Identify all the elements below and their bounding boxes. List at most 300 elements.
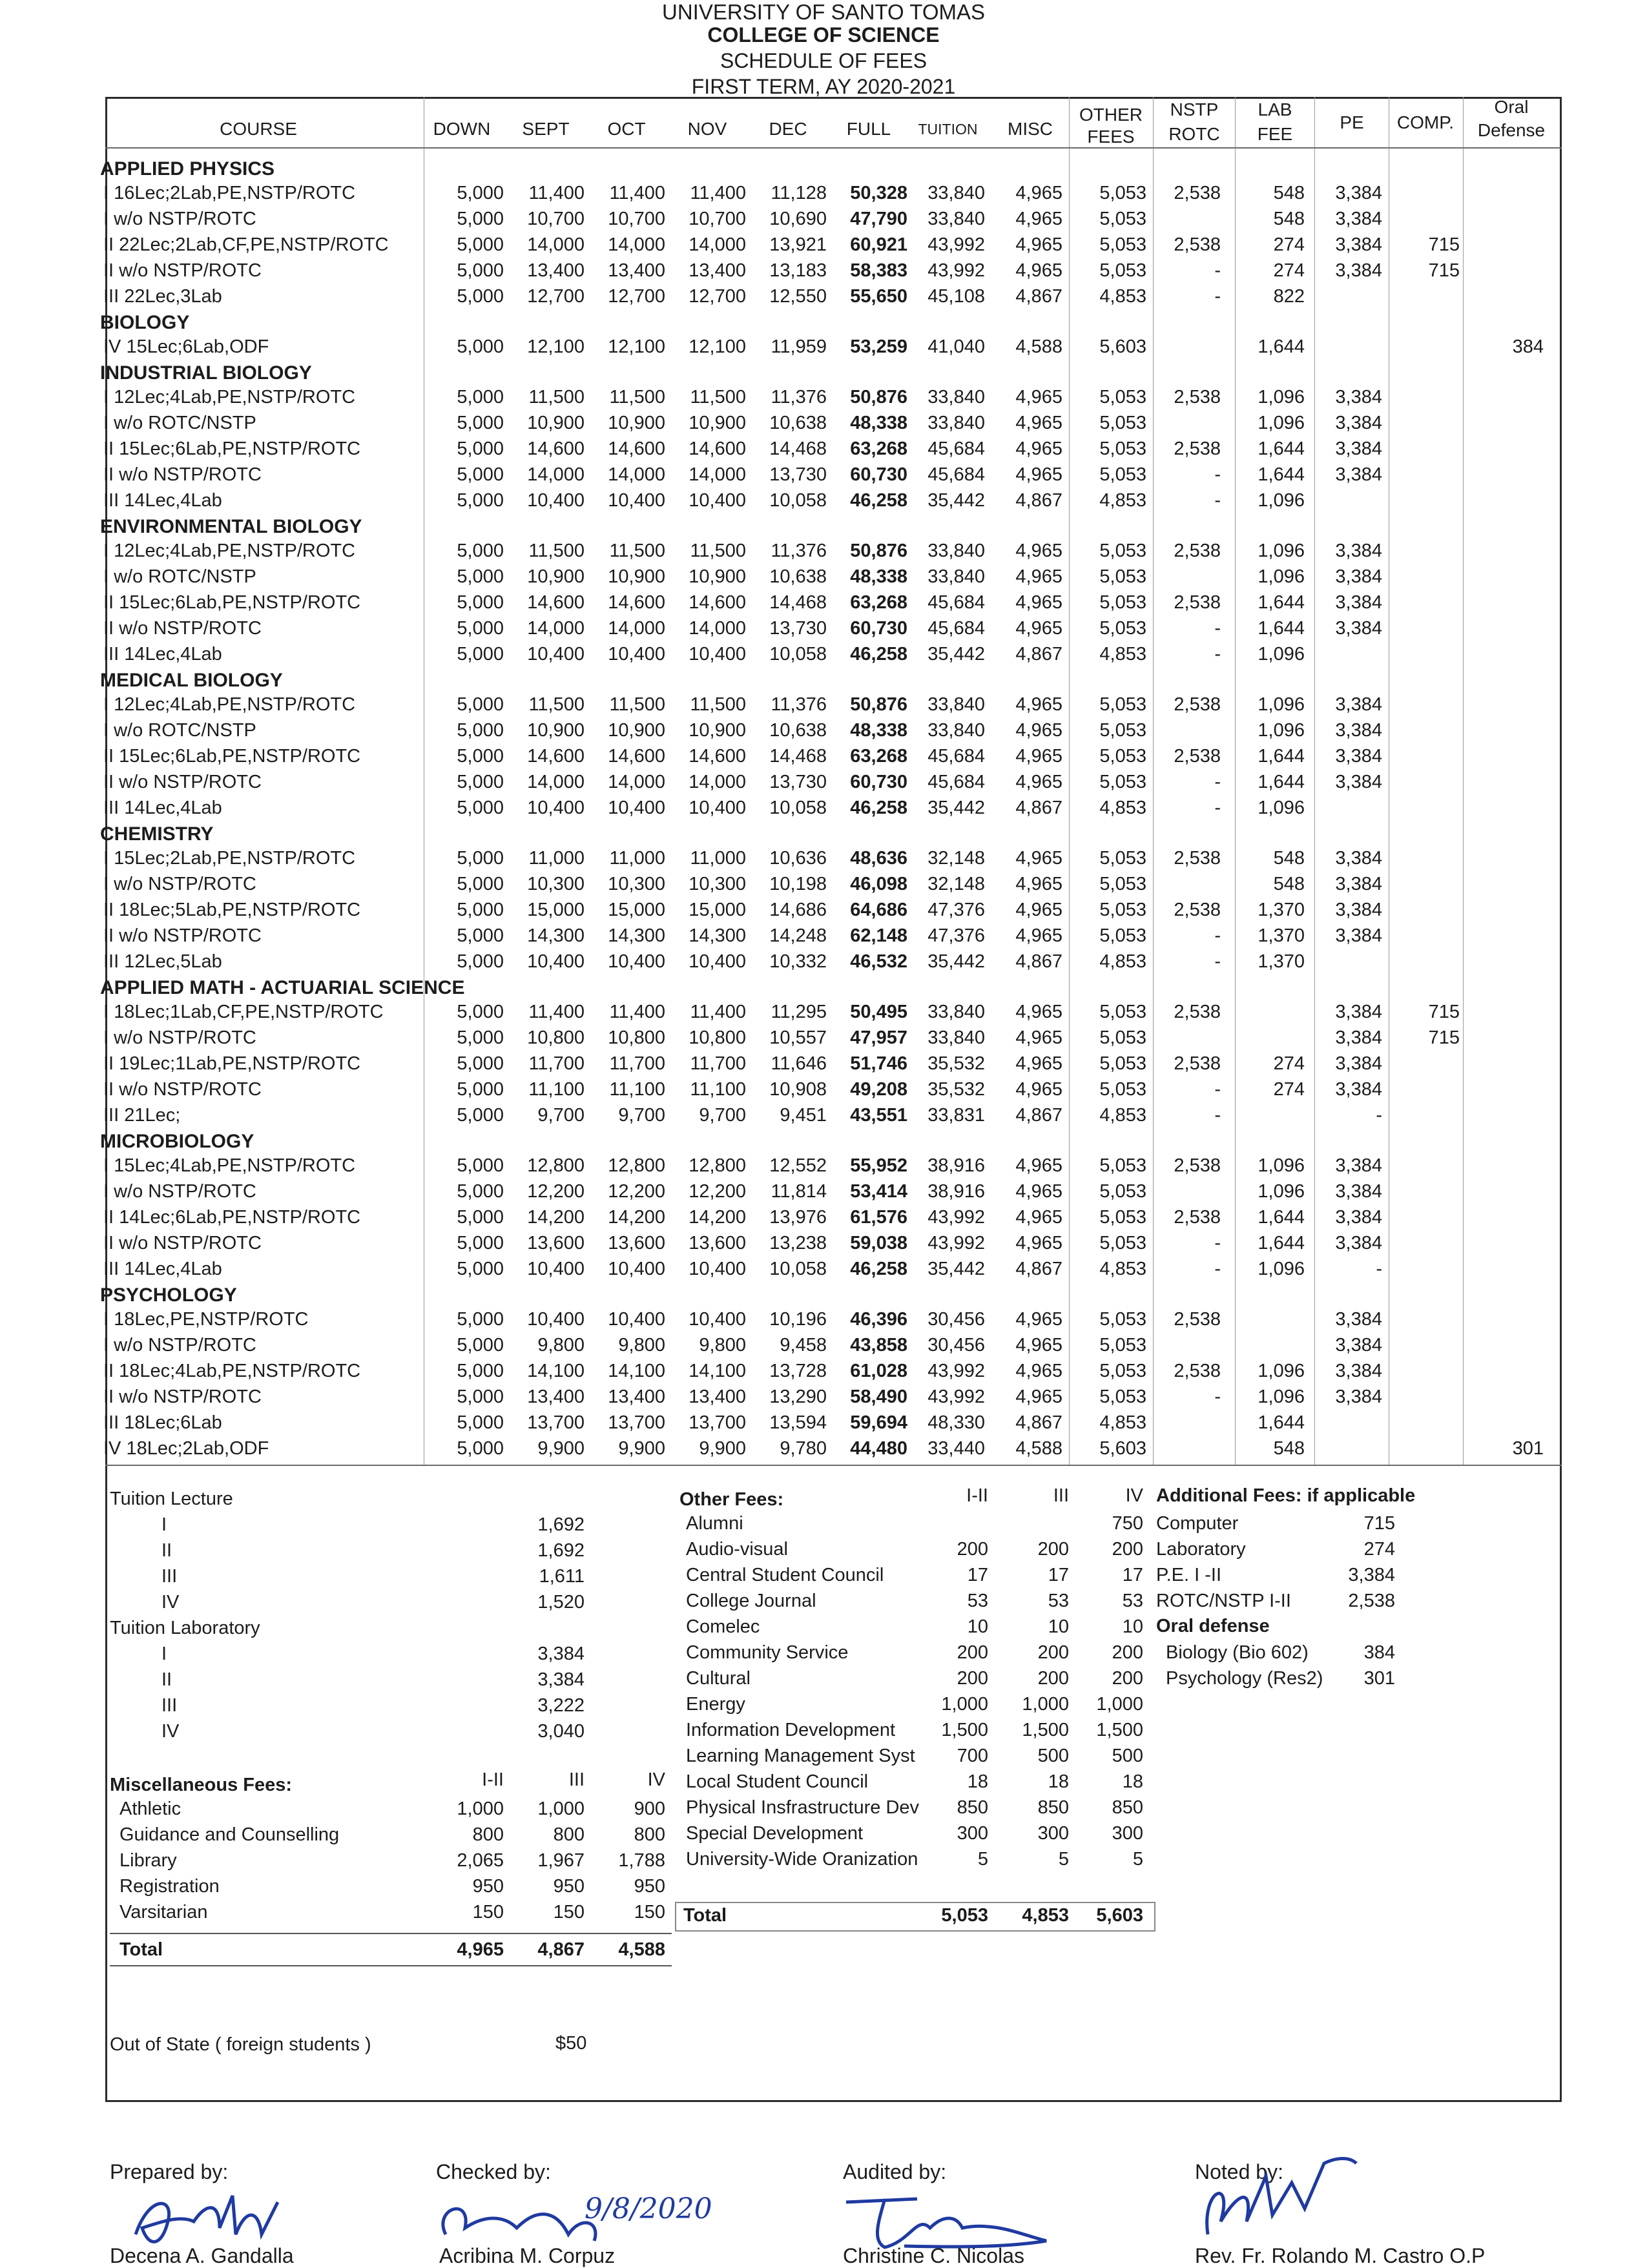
cell-down: 5,000 [457, 618, 504, 639]
cell-full: 53,414 [850, 1181, 907, 1202]
cell-full: 46,258 [850, 490, 907, 511]
course-row [0, 1002, 1647, 1027]
tuition-lab-level: III [161, 1695, 178, 1716]
tuition-lecture-level: III [161, 1566, 178, 1587]
cell-dec: 11,295 [771, 1002, 827, 1022]
cell-misc: 4,965 [1015, 1335, 1062, 1356]
cell-lab-fee: 1,096 [1258, 1387, 1305, 1407]
cell-tuition: 43,992 [927, 1387, 985, 1407]
course-row [0, 1335, 1647, 1361]
cell-nov: 13,700 [689, 1412, 746, 1433]
cell-oct: 10,400 [608, 490, 665, 511]
cell-full: 46,258 [850, 1259, 907, 1279]
cell-other-fees: 4,853 [1099, 644, 1146, 665]
course-label: I w/o NSTP/ROTC [103, 209, 256, 229]
cell-tuition: 33,840 [927, 413, 985, 433]
cell-down: 5,000 [457, 541, 504, 561]
cell-other-fees: 4,853 [1099, 490, 1146, 511]
cell-dec: 10,198 [769, 874, 827, 894]
cell-sept: 14,100 [527, 1361, 585, 1381]
cell-nov: 10,900 [689, 566, 746, 587]
cell-dec: 13,290 [769, 1387, 827, 1407]
col-nstp-line1: NSTP [1170, 99, 1219, 119]
cell-misc: 4,965 [1015, 1309, 1062, 1330]
course-label: I w/o ROTC/NSTP [103, 720, 256, 741]
cell-full: 46,258 [850, 798, 907, 818]
course-row [0, 286, 1647, 312]
cell-dec: 13,238 [769, 1233, 827, 1253]
cell-oct: 14,200 [608, 1207, 665, 1228]
noter-name: Rev. Fr. Rolando M. Castro O.P [1195, 2244, 1486, 2267]
cell-nov: 14,600 [689, 592, 746, 613]
cell-pe: 3,384 [1335, 464, 1382, 485]
cell-sept: 11,400 [528, 183, 585, 203]
cell-dec: 10,638 [769, 413, 827, 433]
cell-pe: 3,384 [1335, 1233, 1382, 1253]
section-heading: APPLIED MATH - ACTUARIAL SCIENCE [100, 977, 465, 998]
prepared-by-label: Prepared by: [110, 2160, 229, 2183]
cell-oct: 11,700 [609, 1053, 665, 1074]
cell-oct: 9,700 [618, 1105, 665, 1126]
col-oral-line2: Defense [1477, 120, 1546, 140]
additional-fee-name: Laboratory [1156, 1539, 1246, 1560]
cell-tuition: 47,376 [927, 925, 985, 946]
misc-total-amount: 4,867 [537, 1939, 585, 1960]
cell-dec: 14,468 [769, 438, 827, 459]
tuition-lab-rate: 3,040 [537, 1721, 585, 1742]
cell-nstp-rotc: 2,538 [1174, 694, 1221, 715]
cell-other-fees: 4,853 [1099, 286, 1146, 307]
cell-misc: 4,965 [1015, 1387, 1062, 1407]
misc-fee-amount: 800 [553, 1824, 585, 1845]
course-row [0, 1053, 1647, 1079]
other-fee-amount: 850 [957, 1797, 988, 1818]
cell-tuition: 35,442 [927, 644, 985, 665]
cell-lab-fee: 274 [1273, 234, 1305, 255]
misc-total-amount: 4,588 [618, 1939, 665, 1960]
cell-misc: 4,965 [1015, 1155, 1062, 1176]
course-label: III 14Lec,4Lab [103, 798, 222, 818]
other-fee-name: Central Student Council [686, 1565, 884, 1585]
course-row [0, 1105, 1647, 1131]
course-row [0, 541, 1647, 566]
cell-misc: 4,867 [1015, 951, 1062, 972]
cell-dec: 14,248 [769, 925, 827, 946]
tuition-lecture-level: I [161, 1514, 167, 1535]
cell-tuition: 38,916 [927, 1155, 985, 1176]
misc-fee-amount: 900 [634, 1799, 665, 1819]
cell-down: 5,000 [457, 1361, 504, 1381]
misc-fee-amount: 1,000 [457, 1799, 504, 1819]
misc-fee-amount: 150 [553, 1902, 585, 1923]
cell-down: 5,000 [457, 798, 504, 818]
course-label: I 12Lec;4Lab,PE,NSTP/ROTC [103, 387, 356, 407]
col-down: DOWN [433, 119, 491, 139]
cell-dec: 13,976 [769, 1207, 827, 1228]
cell-full: 50,328 [850, 183, 907, 203]
other-fee-amount: 1,000 [941, 1694, 988, 1715]
course-label: I 15Lec;2Lab,PE,NSTP/ROTC [103, 848, 356, 869]
misc-fee-amount: 800 [472, 1824, 504, 1845]
cell-tuition: 43,992 [927, 1361, 985, 1381]
course-row [0, 592, 1647, 618]
cell-misc: 4,965 [1015, 746, 1062, 767]
cell-lab-fee: 1,096 [1258, 566, 1305, 587]
cell-nstp-rotc: 2,538 [1174, 746, 1221, 767]
cell-down: 5,000 [457, 209, 504, 229]
cell-full: 53,259 [850, 336, 907, 357]
oral-defense-name: Biology (Bio 602) [1166, 1642, 1309, 1663]
misc-fee-amount: 150 [472, 1902, 504, 1923]
other-fee-name: Learning Management Syst [686, 1746, 915, 1766]
cell-oct: 13,400 [608, 260, 665, 281]
additional-fee-name: P.E. I -II [1156, 1565, 1222, 1585]
other-fee-name: Alumni [686, 1513, 743, 1534]
cell-misc: 4,965 [1015, 1002, 1062, 1022]
course-row [0, 1155, 1647, 1181]
misc-fee-amount: 1,788 [618, 1850, 665, 1871]
cell-pe: 3,384 [1335, 1387, 1382, 1407]
oral-defense-amount: 301 [1363, 1668, 1395, 1689]
cell-sept: 14,200 [527, 1207, 585, 1228]
cell-nov: 10,300 [689, 874, 746, 894]
cell-lab-fee: 1,096 [1258, 720, 1305, 741]
misc-fee-amount: 950 [634, 1876, 665, 1897]
preparer-name: Decena A. Gandalla [110, 2244, 294, 2267]
cell-misc: 4,867 [1015, 286, 1062, 307]
cell-other-fees: 5,053 [1099, 746, 1146, 767]
cell-sept: 14,000 [527, 464, 585, 485]
cell-other-fees: 5,053 [1099, 925, 1146, 946]
cell-dec: 10,557 [769, 1027, 827, 1048]
course-label: I w/o NSTP/ROTC [103, 1335, 256, 1356]
cell-tuition: 48,330 [927, 1412, 985, 1433]
cell-nov: 11,000 [690, 848, 746, 869]
cell-lab-fee: 1,096 [1258, 1181, 1305, 1202]
cell-misc: 4,965 [1015, 464, 1062, 485]
cell-oct: 10,900 [608, 413, 665, 433]
cell-sept: 9,700 [537, 1105, 585, 1126]
tuition-lab-rate: 3,384 [537, 1669, 585, 1690]
course-label: II 15Lec;6Lab,PE,NSTP/ROTC [103, 592, 361, 613]
cell-misc: 4,588 [1015, 336, 1062, 357]
cell-sept: 12,800 [527, 1155, 585, 1176]
cell-comp: 715 [1428, 1002, 1460, 1022]
course-row [0, 1438, 1647, 1464]
oral-defense-name: Psychology (Res2) [1166, 1668, 1323, 1689]
cell-oct: 13,700 [608, 1412, 665, 1433]
cell-tuition: 45,684 [927, 464, 985, 485]
cell-dec: 10,636 [769, 848, 827, 869]
cell-nstp-rotc: - [1214, 490, 1221, 511]
other-fee-amount: 10 [1048, 1616, 1069, 1637]
other-fee-name: College Journal [686, 1591, 816, 1611]
cell-pe: 3,384 [1335, 183, 1382, 203]
cell-oct: 12,200 [608, 1181, 665, 1202]
col-dec: DEC [769, 119, 807, 139]
other-fee-amount: 5 [977, 1849, 988, 1870]
cell-nstp-rotc: 2,538 [1174, 900, 1221, 920]
cell-other-fees: 5,053 [1099, 1207, 1146, 1228]
cell-tuition: 33,440 [927, 1438, 985, 1459]
cell-tuition: 33,831 [927, 1105, 985, 1126]
cell-other-fees: 5,053 [1099, 694, 1146, 715]
cell-misc: 4,965 [1015, 1233, 1062, 1253]
cell-oct: 15,000 [608, 900, 665, 920]
cell-dec: 13,594 [769, 1412, 827, 1433]
course-label: II w/o NSTP/ROTC [103, 1233, 262, 1253]
cell-dec: 10,332 [769, 951, 827, 972]
cell-lab-fee: 274 [1273, 1079, 1305, 1100]
other-fee-name: Comelec [686, 1616, 760, 1637]
cell-misc: 4,965 [1015, 183, 1062, 203]
cell-full: 48,338 [850, 566, 907, 587]
course-label: I w/o NSTP/ROTC [103, 1181, 256, 1202]
cell-misc: 4,965 [1015, 260, 1062, 281]
cell-full: 55,650 [850, 286, 907, 307]
cell-nstp-rotc: 2,538 [1174, 592, 1221, 613]
cell-tuition: 45,684 [927, 438, 985, 459]
cell-dec: 11,128 [771, 183, 827, 203]
cell-down: 5,000 [457, 1207, 504, 1228]
cell-down: 5,000 [457, 1105, 504, 1126]
course-row [0, 566, 1647, 592]
cell-down: 5,000 [457, 234, 504, 255]
cell-nov: 9,700 [699, 1105, 746, 1126]
cell-pe: - [1376, 1105, 1382, 1126]
course-row [0, 209, 1647, 234]
cell-full: 60,730 [850, 618, 907, 639]
course-row [0, 1361, 1647, 1387]
cell-lab-fee: 1,644 [1258, 618, 1305, 639]
cell-sept: 11,400 [528, 1002, 585, 1022]
cell-pe: 3,384 [1335, 541, 1382, 561]
section-heading: PSYCHOLOGY [100, 1284, 237, 1306]
cell-pe: 3,384 [1335, 1002, 1382, 1022]
section-heading: ENVIRONMENTAL BIOLOGY [100, 516, 362, 537]
tuition-lecture-rate: 1,692 [537, 1540, 585, 1561]
course-row [0, 720, 1647, 746]
table-bottom-divider [105, 1465, 1562, 1466]
other-fee-amount: 500 [1112, 1746, 1143, 1766]
other-fee-amount: 700 [957, 1746, 988, 1766]
cell-oct: 10,400 [608, 644, 665, 665]
cell-misc: 4,965 [1015, 566, 1062, 587]
cell-pe: 3,384 [1335, 694, 1382, 715]
cell-full: 43,551 [850, 1105, 907, 1126]
cell-lab-fee: 1,096 [1258, 490, 1305, 511]
cell-misc: 4,965 [1015, 1361, 1062, 1381]
course-row [0, 900, 1647, 925]
course-row [0, 260, 1647, 286]
cell-nov: 14,200 [689, 1207, 746, 1228]
other-fee-amount: 1,500 [1022, 1720, 1069, 1740]
cell-misc: 4,588 [1015, 1438, 1062, 1459]
cell-misc: 4,965 [1015, 438, 1062, 459]
cell-full: 49,208 [850, 1079, 907, 1100]
cell-sept: 13,400 [527, 260, 585, 281]
cell-oral-defense: 301 [1512, 1438, 1544, 1459]
cell-nov: 11,700 [690, 1053, 746, 1074]
cell-dec: 13,730 [769, 464, 827, 485]
other-fee-name: Community Service [686, 1642, 849, 1663]
course-label: II w/o NSTP/ROTC [103, 925, 262, 946]
cell-down: 5,000 [457, 566, 504, 587]
term-label: FIRST TERM, AY 2020-2021 [691, 75, 956, 98]
cell-tuition: 38,916 [927, 1181, 985, 1202]
cell-nstp-rotc: 2,538 [1174, 1155, 1221, 1176]
col-misc: MISC [1008, 119, 1053, 139]
cell-tuition: 33,840 [927, 694, 985, 715]
cell-oct: 12,800 [608, 1155, 665, 1176]
cell-lab-fee: 1,644 [1258, 438, 1305, 459]
course-label: III 14Lec,4Lab [103, 644, 222, 665]
course-label: III 14Lec,4Lab [103, 1259, 222, 1279]
course-label: III 21Lec; [103, 1105, 181, 1126]
cell-down: 5,000 [457, 183, 504, 203]
college-name: COLLEGE OF SCIENCE [707, 23, 940, 46]
course-row [0, 1181, 1647, 1207]
cell-nov: 11,100 [690, 1079, 746, 1100]
course-row [0, 438, 1647, 464]
course-row [0, 490, 1647, 516]
cell-sept: 13,700 [527, 1412, 585, 1433]
cell-nstp-rotc: - [1214, 618, 1221, 639]
cell-comp: 715 [1428, 260, 1460, 281]
cell-other-fees: 5,603 [1099, 1438, 1146, 1459]
cell-down: 5,000 [457, 1027, 504, 1048]
cell-full: 43,858 [850, 1335, 907, 1356]
cell-lab-fee: 1,096 [1258, 1361, 1305, 1381]
cell-lab-fee: 548 [1273, 209, 1305, 229]
cell-down: 5,000 [457, 438, 504, 459]
course-row [0, 951, 1647, 977]
misc-fee-amount: 800 [634, 1824, 665, 1845]
cell-sept: 10,700 [527, 209, 585, 229]
cell-misc: 4,867 [1015, 644, 1062, 665]
cell-lab-fee: 548 [1273, 848, 1305, 869]
other-fee-amount: 10 [967, 1616, 988, 1637]
cell-nov: 11,400 [690, 1002, 746, 1022]
cell-nstp-rotc: - [1214, 464, 1221, 485]
cell-nov: 14,100 [689, 1361, 746, 1381]
cell-nstp-rotc: - [1214, 286, 1221, 307]
misc-fee-amount: 2,065 [457, 1850, 504, 1871]
misc-fee-name: Library [119, 1850, 177, 1871]
cell-oct: 11,500 [609, 694, 665, 715]
cell-lab-fee: 1,644 [1258, 772, 1305, 792]
course-row [0, 618, 1647, 644]
cell-sept: 10,400 [527, 1309, 585, 1330]
cell-down: 5,000 [457, 1181, 504, 1202]
cell-other-fees: 5,053 [1099, 1002, 1146, 1022]
cell-other-fees: 5,603 [1099, 336, 1146, 357]
cell-oct: 10,400 [608, 1309, 665, 1330]
other-fee-amount: 53 [967, 1591, 988, 1611]
course-row [0, 1387, 1647, 1412]
cell-tuition: 35,532 [927, 1053, 985, 1074]
cell-pe: 3,384 [1335, 1361, 1382, 1381]
other-fee-amount: 200 [957, 1642, 988, 1663]
cell-sept: 10,300 [527, 874, 585, 894]
cell-other-fees: 5,053 [1099, 1387, 1146, 1407]
other-fee-amount: 53 [1122, 1591, 1143, 1611]
cell-full: 48,338 [850, 413, 907, 433]
col-lab-line1: LAB [1258, 99, 1292, 119]
cell-down: 5,000 [457, 592, 504, 613]
cell-comp: 715 [1428, 1027, 1460, 1048]
course-row [0, 1259, 1647, 1284]
cell-other-fees: 4,853 [1099, 1105, 1146, 1126]
cell-nov: 11,500 [690, 541, 746, 561]
tuition-lab-label: Tuition Laboratory [110, 1618, 260, 1638]
cell-sept: 11,500 [528, 387, 585, 407]
cell-tuition: 30,456 [927, 1309, 985, 1330]
cell-tuition: 35,532 [927, 1079, 985, 1100]
misc-total-amount: 4,965 [457, 1939, 504, 1960]
other-fee-amount: 200 [957, 1668, 988, 1689]
other-total-label: Total [683, 1905, 727, 1926]
cell-dec: 11,376 [771, 541, 827, 561]
cell-sept: 14,600 [527, 438, 585, 459]
cell-sept: 12,200 [527, 1181, 585, 1202]
cell-comp: 715 [1428, 234, 1460, 255]
cell-down: 5,000 [457, 387, 504, 407]
course-label: IV 15Lec;6Lab,ODF [103, 336, 269, 357]
cell-nstp-rotc: 2,538 [1174, 541, 1221, 561]
cell-sept: 11,100 [528, 1079, 585, 1100]
course-label: III 12Lec,5Lab [103, 951, 222, 972]
cell-nov: 11,500 [690, 694, 746, 715]
cell-dec: 13,730 [769, 618, 827, 639]
cell-down: 5,000 [457, 694, 504, 715]
cell-dec: 14,468 [769, 592, 827, 613]
cell-pe: 3,384 [1335, 1207, 1382, 1228]
header-divider [105, 147, 1562, 149]
course-label: II 14Lec;6Lab,PE,NSTP/ROTC [103, 1207, 361, 1228]
cell-oct: 10,300 [608, 874, 665, 894]
cell-down: 5,000 [457, 746, 504, 767]
course-row [0, 464, 1647, 490]
cell-tuition: 35,442 [927, 951, 985, 972]
cell-nov: 14,000 [689, 234, 746, 255]
cell-dec: 11,814 [771, 1181, 827, 1202]
col-comp: COMP. [1396, 112, 1455, 132]
course-label: II w/o NSTP/ROTC [103, 260, 262, 281]
checked-by-label: Checked by: [436, 2160, 551, 2183]
misc-total-label: Total [119, 1939, 163, 1960]
cell-full: 55,952 [850, 1155, 907, 1176]
misc-fees-label: Miscellaneous Fees: [110, 1775, 293, 1795]
cell-pe: 3,384 [1335, 413, 1382, 433]
other-total-amount: 5,603 [1096, 1905, 1143, 1926]
cell-nstp-rotc: 2,538 [1174, 234, 1221, 255]
cell-nstp-rotc: 2,538 [1174, 848, 1221, 869]
tuition-lecture-rate: 1,520 [537, 1592, 585, 1613]
cell-dec: 9,458 [780, 1335, 827, 1356]
cell-oct: 11,100 [609, 1079, 665, 1100]
other-fee-amount: 17 [1122, 1565, 1143, 1585]
tuition-lecture-rate: 1,692 [537, 1514, 585, 1535]
other-fee-name: Information Development [686, 1720, 895, 1740]
other-fee-name: Cultural [686, 1668, 751, 1689]
additional-fee-amount: 3,384 [1348, 1565, 1395, 1585]
cell-down: 5,000 [457, 1259, 504, 1279]
cell-tuition: 35,442 [927, 1259, 985, 1279]
cell-tuition: 45,684 [927, 746, 985, 767]
cell-lab-fee: 548 [1273, 874, 1305, 894]
cell-pe: 3,384 [1335, 746, 1382, 767]
